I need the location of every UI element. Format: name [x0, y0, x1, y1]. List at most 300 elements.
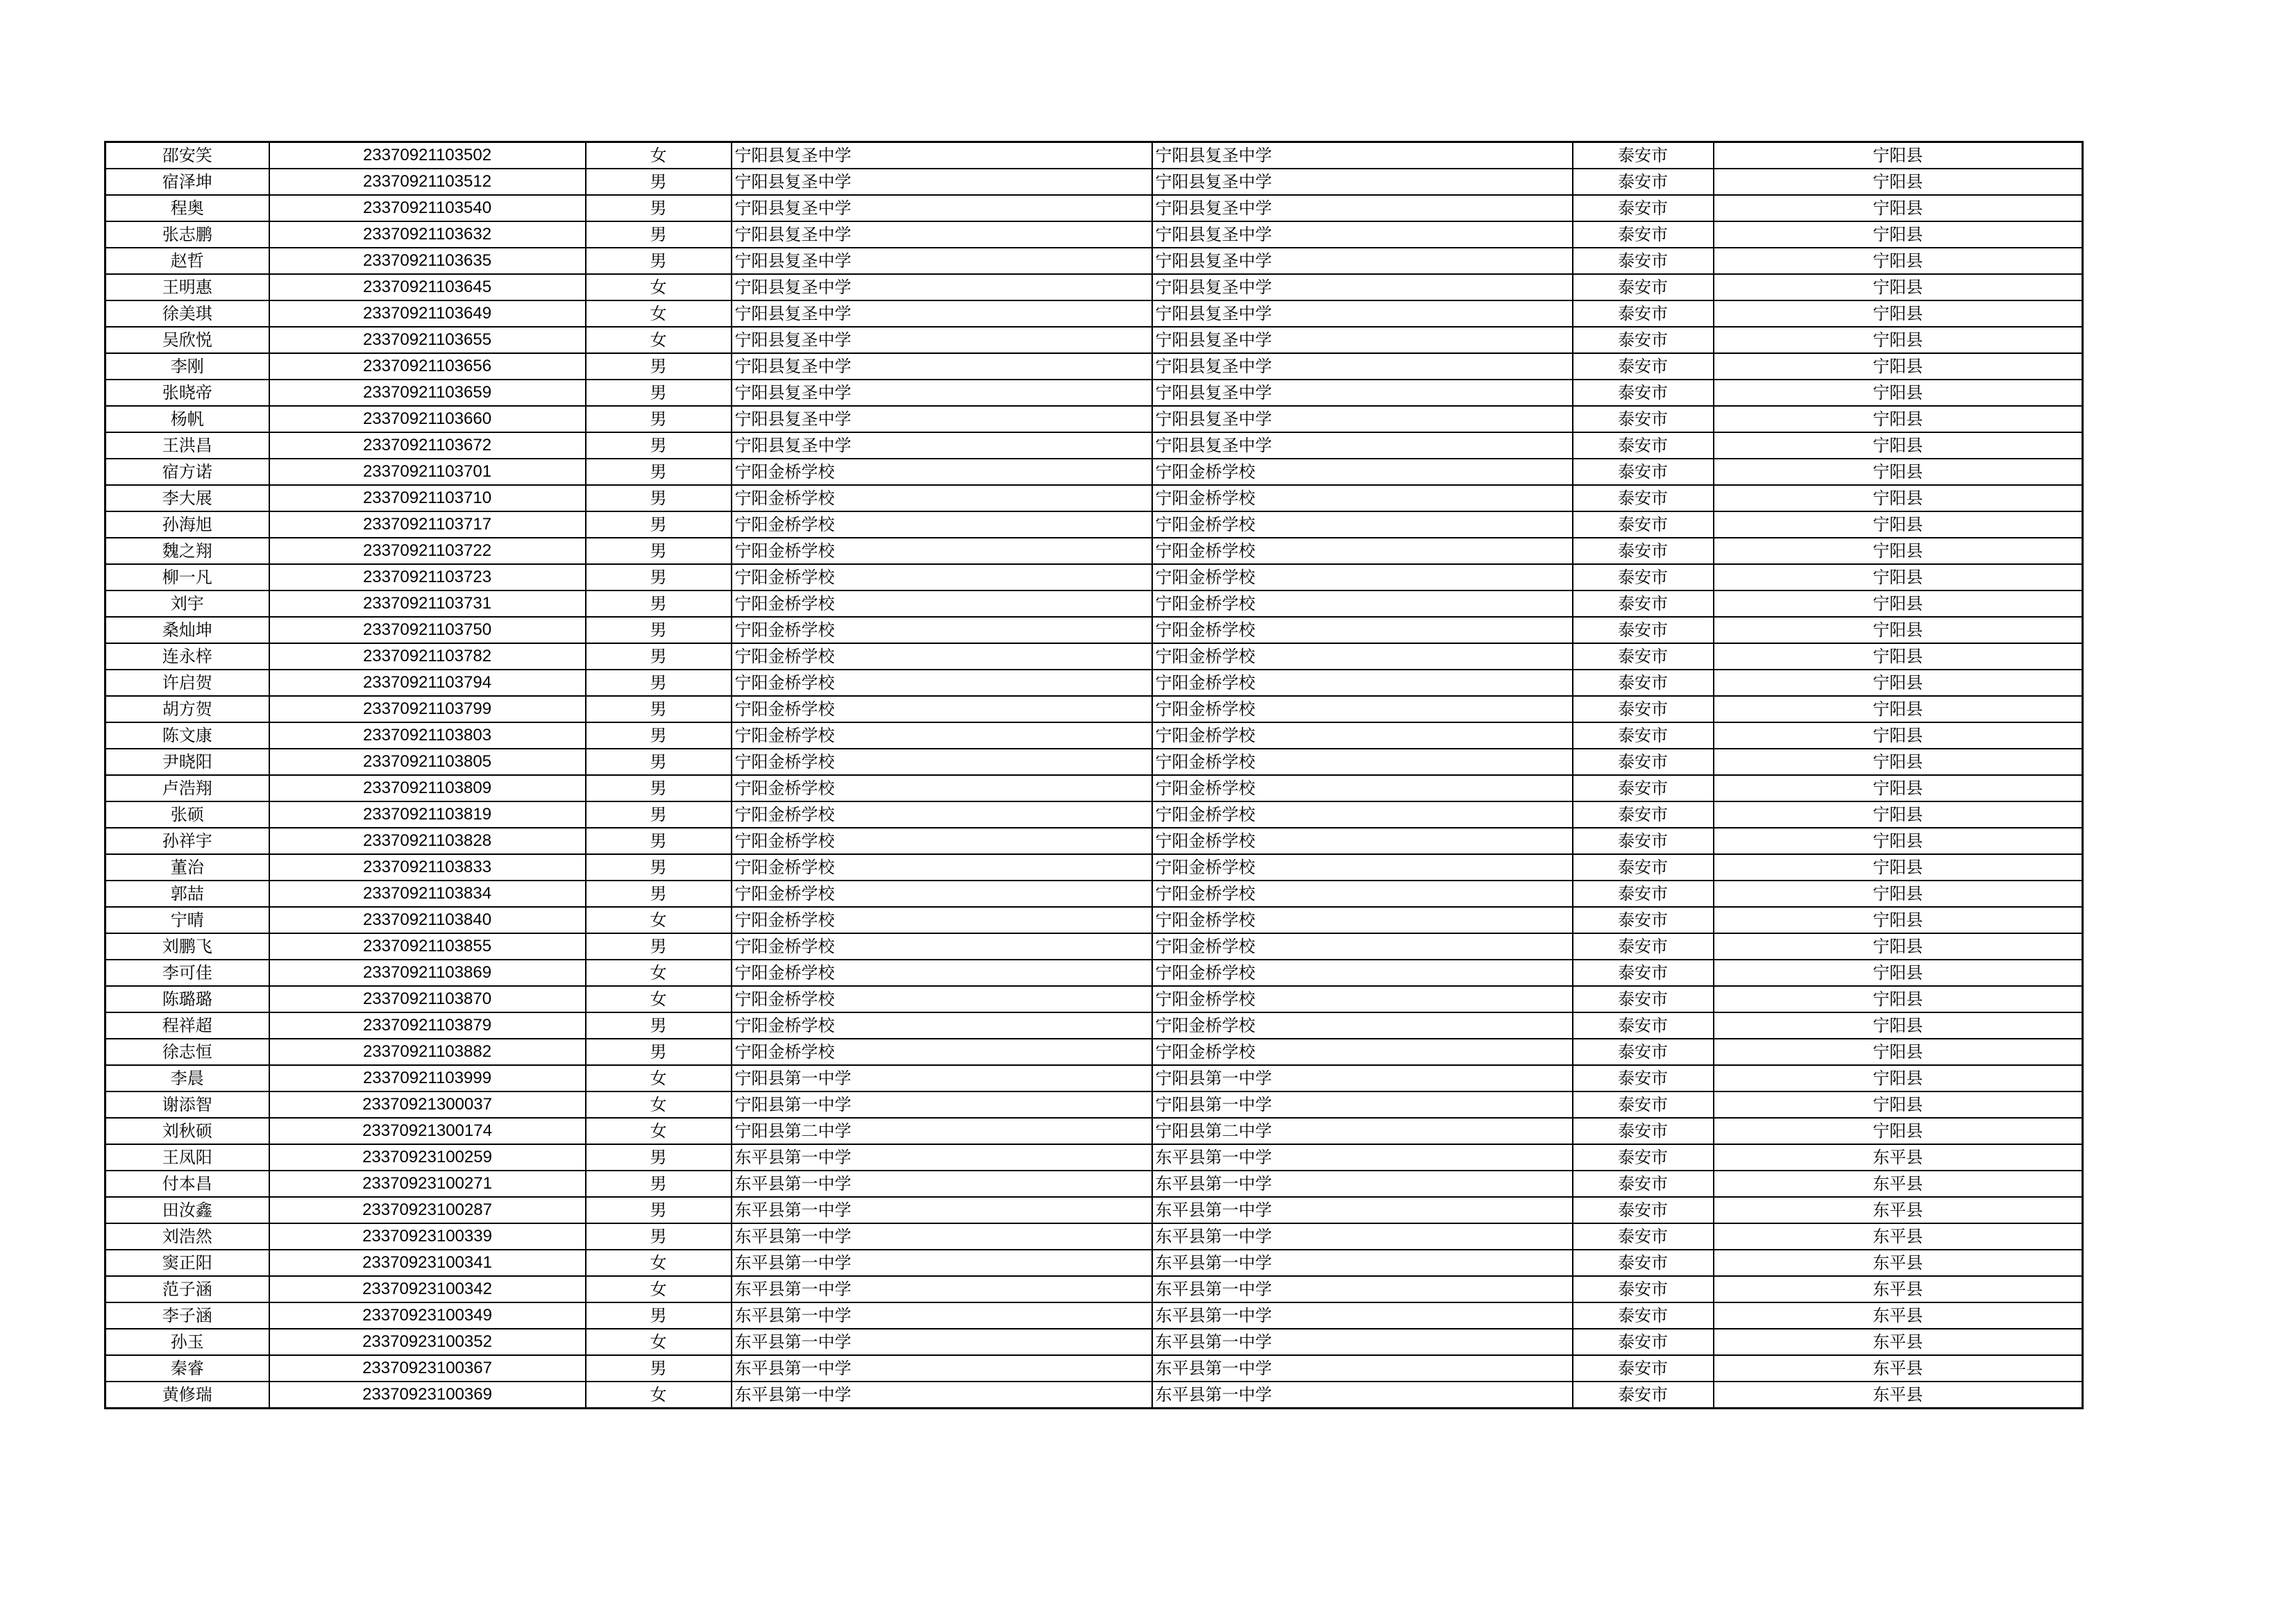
- county-cell: 宁阳县: [1714, 881, 2083, 907]
- county-cell: 东平县: [1714, 1144, 2083, 1171]
- school-cell: 宁阳金桥学校: [732, 801, 1152, 828]
- school-cell: 宁阳金桥学校: [732, 933, 1152, 960]
- gender-cell: 男: [586, 775, 732, 801]
- county-cell: 宁阳县: [1714, 511, 2083, 538]
- county-cell: 东平县: [1714, 1302, 2083, 1329]
- gender-cell: 男: [586, 1171, 732, 1197]
- county-cell: 宁阳县: [1714, 353, 2083, 380]
- gender-cell: 女: [586, 1065, 732, 1091]
- student-name-cell: 张志鹏: [105, 221, 269, 248]
- exam-number-cell: 23370923100352: [269, 1329, 586, 1355]
- exam-number-cell: 23370921103502: [269, 142, 586, 169]
- school-cell: 东平县第一中学: [732, 1302, 1152, 1329]
- school-cell: 宁阳金桥学校: [732, 749, 1152, 775]
- city-cell: 泰安市: [1573, 828, 1714, 854]
- county-cell: 宁阳县: [1714, 828, 2083, 854]
- registered-school-cell: 宁阳县复圣中学: [1152, 248, 1573, 274]
- school-cell: 东平县第一中学: [732, 1171, 1152, 1197]
- table-row: [105, 986, 2083, 1012]
- exam-number-cell: 23370921103731: [269, 590, 586, 617]
- registered-school-cell: 宁阳县复圣中学: [1152, 353, 1573, 380]
- county-cell: 宁阳县: [1714, 564, 2083, 590]
- student-name-cell: 窦正阳: [105, 1250, 269, 1276]
- school-cell: 宁阳县复圣中学: [732, 195, 1152, 221]
- registered-school-cell: 宁阳县复圣中学: [1152, 432, 1573, 459]
- gender-cell: 女: [586, 274, 732, 300]
- registered-school-cell: 宁阳县复圣中学: [1152, 327, 1573, 353]
- city-cell: 泰安市: [1573, 142, 1714, 169]
- gender-cell: 女: [586, 142, 732, 169]
- student-name-cell: 谢添智: [105, 1091, 269, 1118]
- table-row: [105, 1065, 2083, 1091]
- exam-number-cell: 23370923100342: [269, 1276, 586, 1302]
- exam-number-cell: 23370921103870: [269, 986, 586, 1012]
- table-row: [105, 1223, 2083, 1250]
- student-name-cell: 卢浩翔: [105, 775, 269, 801]
- city-cell: 泰安市: [1573, 1382, 1714, 1409]
- school-cell: 宁阳金桥学校: [732, 907, 1152, 933]
- registered-school-cell: 东平县第一中学: [1152, 1171, 1573, 1197]
- table-row: [105, 617, 2083, 643]
- registered-school-cell: 宁阳县复圣中学: [1152, 406, 1573, 432]
- table-row: [105, 169, 2083, 195]
- student-name-cell: 孙祥宇: [105, 828, 269, 854]
- table-row: [105, 1118, 2083, 1144]
- gender-cell: 男: [586, 617, 732, 643]
- exam-number-cell: 23370921103659: [269, 380, 586, 406]
- table-row: [105, 353, 2083, 380]
- school-cell: 宁阳县第一中学: [732, 1065, 1152, 1091]
- county-cell: 宁阳县: [1714, 907, 2083, 933]
- student-name-cell: 李子涵: [105, 1302, 269, 1329]
- gender-cell: 男: [586, 1197, 732, 1223]
- city-cell: 泰安市: [1573, 248, 1714, 274]
- student-name-cell: 杨帆: [105, 406, 269, 432]
- registered-school-cell: 东平县第一中学: [1152, 1276, 1573, 1302]
- gender-cell: 男: [586, 854, 732, 881]
- county-cell: 东平县: [1714, 1382, 2083, 1409]
- registered-school-cell: 宁阳金桥学校: [1152, 907, 1573, 933]
- city-cell: 泰安市: [1573, 485, 1714, 511]
- city-cell: 泰安市: [1573, 1039, 1714, 1065]
- student-name-cell: 孙玉: [105, 1329, 269, 1355]
- registered-school-cell: 宁阳县复圣中学: [1152, 274, 1573, 300]
- city-cell: 泰安市: [1573, 169, 1714, 195]
- gender-cell: 男: [586, 1302, 732, 1329]
- student-name-cell: 魏之翔: [105, 538, 269, 564]
- student-name-cell: 吴欣悦: [105, 327, 269, 353]
- school-cell: 宁阳金桥学校: [732, 459, 1152, 485]
- city-cell: 泰安市: [1573, 617, 1714, 643]
- exam-number-cell: 23370921103632: [269, 221, 586, 248]
- registered-school-cell: 宁阳金桥学校: [1152, 590, 1573, 617]
- gender-cell: 男: [586, 1144, 732, 1171]
- table-row: [105, 960, 2083, 986]
- city-cell: 泰安市: [1573, 274, 1714, 300]
- student-name-cell: 宿泽坤: [105, 169, 269, 195]
- gender-cell: 男: [586, 696, 732, 722]
- gender-cell: 男: [586, 749, 732, 775]
- school-cell: 宁阳金桥学校: [732, 775, 1152, 801]
- gender-cell: 男: [586, 459, 732, 485]
- exam-number-cell: 23370921103723: [269, 564, 586, 590]
- school-cell: 宁阳金桥学校: [732, 854, 1152, 881]
- school-cell: 宁阳金桥学校: [732, 881, 1152, 907]
- student-name-cell: 王洪昌: [105, 432, 269, 459]
- registered-school-cell: 宁阳县第二中学: [1152, 1118, 1573, 1144]
- county-cell: 宁阳县: [1714, 142, 2083, 169]
- city-cell: 泰安市: [1573, 221, 1714, 248]
- table-row: [105, 1355, 2083, 1382]
- student-name-cell: 刘鹏飞: [105, 933, 269, 960]
- exam-number-cell: 23370921103649: [269, 300, 586, 327]
- student-name-cell: 郭喆: [105, 881, 269, 907]
- student-name-cell: 王明惠: [105, 274, 269, 300]
- city-cell: 泰安市: [1573, 881, 1714, 907]
- city-cell: 泰安市: [1573, 1329, 1714, 1355]
- city-cell: 泰安市: [1573, 300, 1714, 327]
- table-row: [105, 1197, 2083, 1223]
- registered-school-cell: 宁阳金桥学校: [1152, 722, 1573, 749]
- exam-number-cell: 23370921103833: [269, 854, 586, 881]
- county-cell: 宁阳县: [1714, 485, 2083, 511]
- city-cell: 泰安市: [1573, 353, 1714, 380]
- gender-cell: 男: [586, 1223, 732, 1250]
- city-cell: 泰安市: [1573, 960, 1714, 986]
- gender-cell: 男: [586, 432, 732, 459]
- table-row: [105, 854, 2083, 881]
- table-row: [105, 406, 2083, 432]
- exam-number-cell: 23370921103794: [269, 670, 586, 696]
- exam-number-cell: 23370921103672: [269, 432, 586, 459]
- gender-cell: 男: [586, 1039, 732, 1065]
- registered-school-cell: 宁阳金桥学校: [1152, 1039, 1573, 1065]
- registered-school-cell: 宁阳县复圣中学: [1152, 142, 1573, 169]
- student-name-cell: 柳一凡: [105, 564, 269, 590]
- gender-cell: 女: [586, 327, 732, 353]
- county-cell: 宁阳县: [1714, 300, 2083, 327]
- student-name-cell: 孙海旭: [105, 511, 269, 538]
- gender-cell: 女: [586, 1118, 732, 1144]
- city-cell: 泰安市: [1573, 933, 1714, 960]
- student-name-cell: 许启贺: [105, 670, 269, 696]
- table-row: [105, 933, 2083, 960]
- county-cell: 东平县: [1714, 1329, 2083, 1355]
- table-row: [105, 696, 2083, 722]
- registered-school-cell: 宁阳县复圣中学: [1152, 195, 1573, 221]
- city-cell: 泰安市: [1573, 1171, 1714, 1197]
- county-cell: 宁阳县: [1714, 248, 2083, 274]
- table-row: [105, 1382, 2083, 1409]
- table-row: [105, 749, 2083, 775]
- county-cell: 宁阳县: [1714, 1118, 2083, 1144]
- school-cell: 东平县第一中学: [732, 1144, 1152, 1171]
- exam-number-cell: 23370921103819: [269, 801, 586, 828]
- gender-cell: 男: [586, 828, 732, 854]
- gender-cell: 女: [586, 1382, 732, 1409]
- table-row: [105, 300, 2083, 327]
- student-name-cell: 张晓帝: [105, 380, 269, 406]
- gender-cell: 女: [586, 907, 732, 933]
- county-cell: 宁阳县: [1714, 749, 2083, 775]
- school-cell: 宁阳县复圣中学: [732, 300, 1152, 327]
- table-row: [105, 432, 2083, 459]
- county-cell: 宁阳县: [1714, 986, 2083, 1012]
- registered-school-cell: 东平县第一中学: [1152, 1302, 1573, 1329]
- student-name-cell: 程祥超: [105, 1012, 269, 1039]
- student-name-cell: 胡方贺: [105, 696, 269, 722]
- table-row: [105, 327, 2083, 353]
- gender-cell: 男: [586, 221, 732, 248]
- registered-school-cell: 宁阳金桥学校: [1152, 828, 1573, 854]
- gender-cell: 男: [586, 511, 732, 538]
- city-cell: 泰安市: [1573, 696, 1714, 722]
- gender-cell: 女: [586, 986, 732, 1012]
- county-cell: 宁阳县: [1714, 538, 2083, 564]
- registered-school-cell: 东平县第一中学: [1152, 1382, 1573, 1409]
- city-cell: 泰安市: [1573, 327, 1714, 353]
- table-row: [105, 1091, 2083, 1118]
- gender-cell: 男: [586, 380, 732, 406]
- registered-school-cell: 宁阳金桥学校: [1152, 1012, 1573, 1039]
- registered-school-cell: 宁阳金桥学校: [1152, 617, 1573, 643]
- county-cell: 宁阳县: [1714, 696, 2083, 722]
- school-cell: 宁阳县复圣中学: [732, 274, 1152, 300]
- registered-school-cell: 东平县第一中学: [1152, 1250, 1573, 1276]
- county-cell: 东平县: [1714, 1171, 2083, 1197]
- student-name-cell: 赵哲: [105, 248, 269, 274]
- registered-school-cell: 宁阳金桥学校: [1152, 485, 1573, 511]
- exam-number-cell: 23370923100369: [269, 1382, 586, 1409]
- exam-number-cell: 23370921103782: [269, 643, 586, 670]
- county-cell: 宁阳县: [1714, 169, 2083, 195]
- student-name-cell: 刘浩然: [105, 1223, 269, 1250]
- student-name-cell: 李可佳: [105, 960, 269, 986]
- registered-school-cell: 东平县第一中学: [1152, 1144, 1573, 1171]
- registered-school-cell: 宁阳金桥学校: [1152, 775, 1573, 801]
- county-cell: 宁阳县: [1714, 195, 2083, 221]
- city-cell: 泰安市: [1573, 670, 1714, 696]
- school-cell: 宁阳县第一中学: [732, 1091, 1152, 1118]
- table-row: [105, 881, 2083, 907]
- county-cell: 宁阳县: [1714, 801, 2083, 828]
- city-cell: 泰安市: [1573, 1197, 1714, 1223]
- exam-number-cell: 23370921103655: [269, 327, 586, 353]
- registered-school-cell: 宁阳金桥学校: [1152, 986, 1573, 1012]
- county-cell: 东平县: [1714, 1223, 2083, 1250]
- exam-number-cell: 23370921103882: [269, 1039, 586, 1065]
- exam-number-cell: 23370921103999: [269, 1065, 586, 1091]
- student-name-cell: 陈璐璐: [105, 986, 269, 1012]
- city-cell: 泰安市: [1573, 511, 1714, 538]
- city-cell: 泰安市: [1573, 1091, 1714, 1118]
- exam-number-cell: 23370923100339: [269, 1223, 586, 1250]
- gender-cell: 男: [586, 538, 732, 564]
- gender-cell: 女: [586, 960, 732, 986]
- table-row: [105, 485, 2083, 511]
- table-row: [105, 564, 2083, 590]
- county-cell: 东平县: [1714, 1197, 2083, 1223]
- county-cell: 宁阳县: [1714, 1091, 2083, 1118]
- table-row: [105, 1039, 2083, 1065]
- school-cell: 东平县第一中学: [732, 1197, 1152, 1223]
- city-cell: 泰安市: [1573, 538, 1714, 564]
- table-row: [105, 221, 2083, 248]
- table-row: [105, 1329, 2083, 1355]
- student-name-cell: 李晨: [105, 1065, 269, 1091]
- school-cell: 东平县第一中学: [732, 1329, 1152, 1355]
- student-table: [104, 141, 2084, 1409]
- gender-cell: 女: [586, 1250, 732, 1276]
- school-cell: 宁阳金桥学校: [732, 828, 1152, 854]
- student-name-cell: 李大展: [105, 485, 269, 511]
- registered-school-cell: 宁阳金桥学校: [1152, 459, 1573, 485]
- table-row: [105, 722, 2083, 749]
- exam-number-cell: 23370923100259: [269, 1144, 586, 1171]
- student-name-cell: 田汝鑫: [105, 1197, 269, 1223]
- county-cell: 宁阳县: [1714, 933, 2083, 960]
- table-row: [105, 643, 2083, 670]
- city-cell: 泰安市: [1573, 1144, 1714, 1171]
- county-cell: 宁阳县: [1714, 722, 2083, 749]
- city-cell: 泰安市: [1573, 432, 1714, 459]
- student-name-cell: 徐志恒: [105, 1039, 269, 1065]
- student-name-cell: 连永梓: [105, 643, 269, 670]
- gender-cell: 女: [586, 1329, 732, 1355]
- school-cell: 宁阳县复圣中学: [732, 142, 1152, 169]
- school-cell: 宁阳金桥学校: [732, 564, 1152, 590]
- city-cell: 泰安市: [1573, 564, 1714, 590]
- city-cell: 泰安市: [1573, 1012, 1714, 1039]
- exam-number-cell: 23370921300037: [269, 1091, 586, 1118]
- exam-number-cell: 23370923100271: [269, 1171, 586, 1197]
- table-row: [105, 142, 2083, 169]
- student-name-cell: 邵安笑: [105, 142, 269, 169]
- registered-school-cell: 宁阳金桥学校: [1152, 854, 1573, 881]
- exam-number-cell: 23370921103540: [269, 195, 586, 221]
- exam-number-cell: 23370921103645: [269, 274, 586, 300]
- city-cell: 泰安市: [1573, 775, 1714, 801]
- gender-cell: 男: [586, 195, 732, 221]
- school-cell: 东平县第一中学: [732, 1355, 1152, 1382]
- city-cell: 泰安市: [1573, 986, 1714, 1012]
- gender-cell: 男: [586, 933, 732, 960]
- table-row: [105, 1144, 2083, 1171]
- table-body: [105, 142, 2083, 1409]
- exam-number-cell: 23370921103717: [269, 511, 586, 538]
- school-cell: 宁阳金桥学校: [732, 538, 1152, 564]
- school-cell: 宁阳金桥学校: [732, 617, 1152, 643]
- county-cell: 宁阳县: [1714, 406, 2083, 432]
- table-row: [105, 195, 2083, 221]
- table-row: [105, 801, 2083, 828]
- gender-cell: 男: [586, 590, 732, 617]
- exam-number-cell: 23370921103805: [269, 749, 586, 775]
- county-cell: 宁阳县: [1714, 221, 2083, 248]
- city-cell: 泰安市: [1573, 406, 1714, 432]
- school-cell: 宁阳金桥学校: [732, 722, 1152, 749]
- city-cell: 泰安市: [1573, 1302, 1714, 1329]
- city-cell: 泰安市: [1573, 590, 1714, 617]
- registered-school-cell: 宁阳金桥学校: [1152, 670, 1573, 696]
- county-cell: 宁阳县: [1714, 617, 2083, 643]
- table-row: [105, 590, 2083, 617]
- student-name-cell: 桑灿坤: [105, 617, 269, 643]
- table-row: [105, 511, 2083, 538]
- school-cell: 宁阳金桥学校: [732, 485, 1152, 511]
- registered-school-cell: 东平县第一中学: [1152, 1223, 1573, 1250]
- school-cell: 宁阳金桥学校: [732, 1012, 1152, 1039]
- gender-cell: 男: [586, 353, 732, 380]
- school-cell: 东平县第一中学: [732, 1276, 1152, 1302]
- school-cell: 宁阳县复圣中学: [732, 327, 1152, 353]
- table-row: [105, 775, 2083, 801]
- gender-cell: 女: [586, 300, 732, 327]
- registered-school-cell: 宁阳金桥学校: [1152, 801, 1573, 828]
- exam-number-cell: 23370921103710: [269, 485, 586, 511]
- exam-number-cell: 23370921103635: [269, 248, 586, 274]
- county-cell: 宁阳县: [1714, 960, 2083, 986]
- student-name-cell: 秦睿: [105, 1355, 269, 1382]
- registered-school-cell: 宁阳金桥学校: [1152, 749, 1573, 775]
- table-row: [105, 380, 2083, 406]
- school-cell: 宁阳县复圣中学: [732, 406, 1152, 432]
- gender-cell: 男: [586, 1355, 732, 1382]
- city-cell: 泰安市: [1573, 195, 1714, 221]
- exam-number-cell: 23370923100287: [269, 1197, 586, 1223]
- exam-number-cell: 23370921103512: [269, 169, 586, 195]
- school-cell: 宁阳县复圣中学: [732, 248, 1152, 274]
- gender-cell: 女: [586, 1276, 732, 1302]
- registered-school-cell: 宁阳县第一中学: [1152, 1091, 1573, 1118]
- student-name-cell: 董治: [105, 854, 269, 881]
- registered-school-cell: 宁阳金桥学校: [1152, 960, 1573, 986]
- table-row: [105, 670, 2083, 696]
- school-cell: 宁阳县复圣中学: [732, 169, 1152, 195]
- school-cell: 宁阳金桥学校: [732, 670, 1152, 696]
- exam-number-cell: 23370921103855: [269, 933, 586, 960]
- gender-cell: 男: [586, 670, 732, 696]
- county-cell: 宁阳县: [1714, 854, 2083, 881]
- school-cell: 东平县第一中学: [732, 1223, 1152, 1250]
- registered-school-cell: 宁阳金桥学校: [1152, 696, 1573, 722]
- gender-cell: 男: [586, 881, 732, 907]
- school-cell: 宁阳金桥学校: [732, 960, 1152, 986]
- student-name-cell: 范子涵: [105, 1276, 269, 1302]
- exam-number-cell: 23370923100349: [269, 1302, 586, 1329]
- gender-cell: 男: [586, 485, 732, 511]
- student-name-cell: 付本昌: [105, 1171, 269, 1197]
- gender-cell: 男: [586, 564, 732, 590]
- city-cell: 泰安市: [1573, 1276, 1714, 1302]
- table-row: [105, 1171, 2083, 1197]
- exam-number-cell: 23370921103834: [269, 881, 586, 907]
- table-row: [105, 459, 2083, 485]
- school-cell: 宁阳金桥学校: [732, 511, 1152, 538]
- exam-number-cell: 23370921103809: [269, 775, 586, 801]
- table-row: [105, 538, 2083, 564]
- county-cell: 宁阳县: [1714, 1012, 2083, 1039]
- exam-number-cell: 23370921103840: [269, 907, 586, 933]
- gender-cell: 男: [586, 722, 732, 749]
- table-row: [105, 1276, 2083, 1302]
- exam-number-cell: 23370921103879: [269, 1012, 586, 1039]
- county-cell: 宁阳县: [1714, 1039, 2083, 1065]
- table-row: [105, 274, 2083, 300]
- registered-school-cell: 宁阳金桥学校: [1152, 511, 1573, 538]
- student-name-cell: 王凤阳: [105, 1144, 269, 1171]
- school-cell: 东平县第一中学: [732, 1250, 1152, 1276]
